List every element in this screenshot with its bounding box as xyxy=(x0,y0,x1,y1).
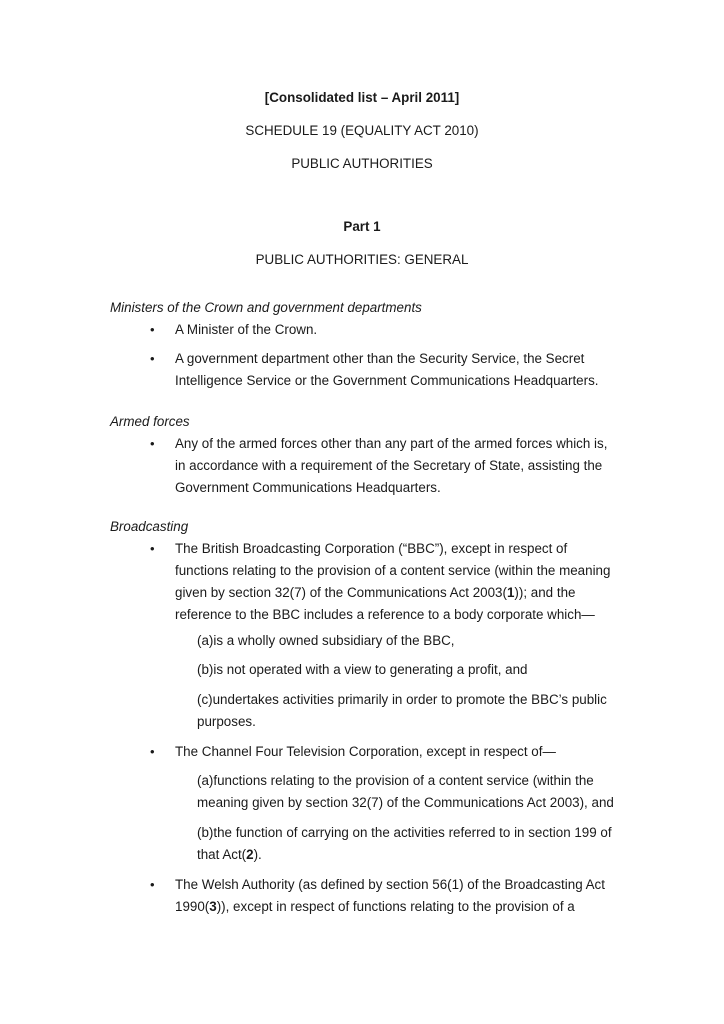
footnote-ref-1[interactable]: 1 xyxy=(506,585,515,600)
text-line: A government department other than the Security Service, the Secret xyxy=(175,351,585,366)
sub-item-b xyxy=(197,659,622,681)
part-title: PUBLIC AUTHORITIES: GENERAL xyxy=(255,252,469,267)
sub-item-b xyxy=(197,822,622,866)
consolidated-heading: [Consolidated list – April 2011] xyxy=(264,90,460,105)
list-item-welsh-authority xyxy=(175,874,620,918)
text-line: functions relating to the provision of a content service (within the meaning xyxy=(175,563,611,578)
text-line xyxy=(197,844,622,866)
text-line: The British Broadcasting Corporation (“BBC”), except in respect of xyxy=(175,541,568,556)
text-line: Any of the armed forces other than any part of the armed forces which is, xyxy=(175,436,608,451)
list-item xyxy=(175,433,620,499)
text-segment: ). xyxy=(253,847,262,862)
text-segment: 1990( xyxy=(175,899,210,914)
text-line: (b)is not operated with a view to generating a profit, and xyxy=(197,662,528,677)
text-line: (c)undertakes activities primarily in order to promote the BBC’s public xyxy=(197,692,607,707)
text-line: (b)the function of carrying on the activities referred to in section 199 of xyxy=(197,825,612,840)
text-segment: )); and the xyxy=(514,585,576,600)
text-segment: )), except in respect of functions relating to the provision of a xyxy=(216,899,575,914)
part-heading: Part 1 xyxy=(343,219,381,234)
list-item xyxy=(175,319,620,341)
text-line: Intelligence Service or the Government Communications Headquarters. xyxy=(175,373,599,388)
text-segment: that Act( xyxy=(197,847,247,862)
bullet-icon: • xyxy=(150,436,155,451)
bullet-icon: • xyxy=(150,744,155,759)
text-line: reference to the BBC includes a reference to a body corporate which— xyxy=(175,607,595,622)
schedule-heading: SCHEDULE 19 (EQUALITY ACT 2010) xyxy=(245,123,479,138)
list-item-channel-four xyxy=(175,741,620,763)
text-line xyxy=(175,896,620,918)
list-item xyxy=(175,348,620,392)
list-item-bbc xyxy=(175,538,620,626)
bullet-icon: • xyxy=(150,541,155,556)
text-line: The Channel Four Television Corporation, except in respect of— xyxy=(175,744,556,759)
footnote-ref-2[interactable]: 2 xyxy=(246,847,254,862)
bullet-icon: • xyxy=(150,351,155,366)
text-line: A Minister of the Crown. xyxy=(175,322,318,337)
sub-item-a xyxy=(197,630,622,652)
section-heading-armed-forces: Armed forces xyxy=(110,414,190,429)
sub-item-c xyxy=(197,689,622,733)
text-line: in accordance with a requirement of the Secretary of State, assisting the xyxy=(175,458,603,473)
text-line xyxy=(175,582,620,604)
document-title: PUBLIC AUTHORITIES xyxy=(291,156,433,171)
text-line: meaning given by section 32(7) of the Communications Act 2003), and xyxy=(197,795,614,810)
footnote-ref-3[interactable]: 3 xyxy=(209,899,217,914)
section-heading-broadcasting: Broadcasting xyxy=(110,519,189,534)
text-line: (a)functions relating to the provision of a content service (within the xyxy=(197,773,594,788)
text-line: Government Communications Headquarters. xyxy=(175,480,441,495)
bullet-icon: • xyxy=(150,322,155,337)
section-heading-ministers: Ministers of the Crown and government departments xyxy=(110,300,422,315)
sub-item-a xyxy=(197,770,622,814)
text-line: (a)is a wholly owned subsidiary of the BBC, xyxy=(197,633,455,648)
text-line: The Welsh Authority (as defined by section 56(1) of the Broadcasting Act xyxy=(175,877,605,892)
text-segment: given by section 32(7) of the Communications Act 2003( xyxy=(175,585,507,600)
bullet-icon: • xyxy=(150,877,155,892)
text-line: purposes. xyxy=(197,714,256,729)
